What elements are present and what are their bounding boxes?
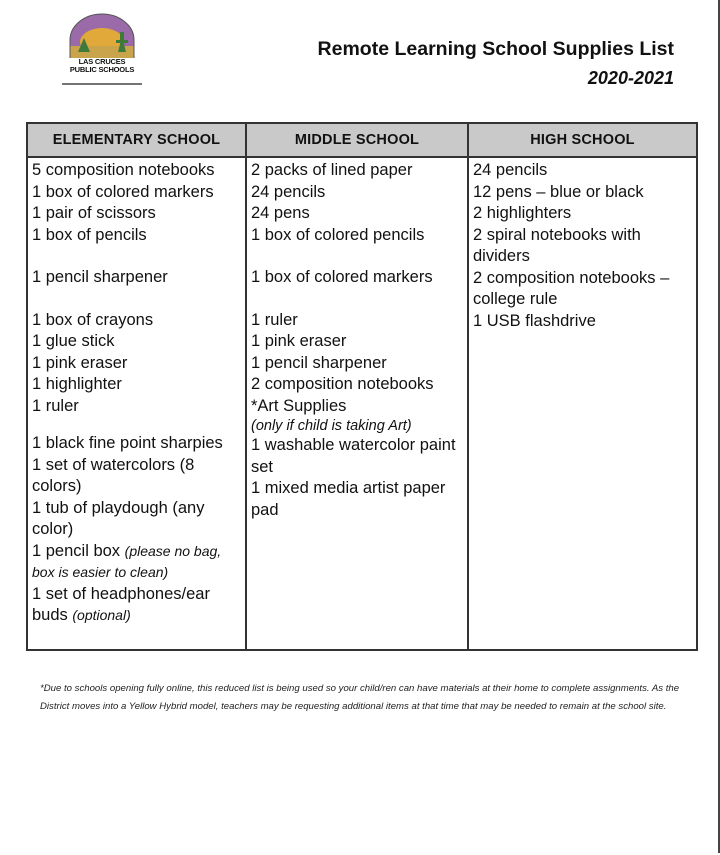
page-title: Remote Learning School Supplies List <box>317 38 674 60</box>
list-item: 2 highlighters <box>473 204 572 222</box>
list-item: 1 pink eraser <box>32 353 128 372</box>
list-item: *Art Supplies <box>251 396 347 415</box>
list-item <box>32 584 243 627</box>
list-item: 24 pens <box>251 204 310 222</box>
list-item: 24 pencils <box>473 161 548 179</box>
list-item: 2 packs of lined paper <box>251 161 413 179</box>
district-logo <box>58 8 146 88</box>
list-item: 1 pink eraser <box>251 332 347 350</box>
list-item: 1 pair of scissors <box>32 204 156 222</box>
headphones-label: 1 set of headphones/ear buds <box>32 584 210 624</box>
pencil-box-note: (please no bag, box is easier to clean) <box>32 542 222 580</box>
logo-line2: PUBLIC SCHOOLS <box>69 65 135 74</box>
list-item: 1 ruler <box>32 396 79 415</box>
list-item: 1 box of colored markers <box>32 182 214 201</box>
pencil-box-label: 1 pencil box <box>32 541 121 560</box>
list-item: 24 pencils <box>251 182 326 201</box>
high-list <box>468 157 697 650</box>
list-item: 1 box of colored markers <box>251 268 433 286</box>
logo-line1: LAS CRUCES <box>78 57 126 66</box>
art-note: (only if child is taking Art) <box>251 418 412 434</box>
list-item: 1 box of pencils <box>32 225 147 244</box>
list-item <box>32 541 243 584</box>
list-item: 2 composition notebooks <box>251 375 434 393</box>
list-item: 1 pencil sharpener <box>251 353 387 372</box>
school-year: 2020-2021 <box>587 68 674 88</box>
list-item: 1 set of watercolors (8 colors) <box>32 455 195 495</box>
list-item: 1 mixed media artist paper pad <box>251 479 446 519</box>
list-item: 2 spiral notebooks with dividers <box>473 225 641 265</box>
column-header-elementary: ELEMENTARY SCHOOL <box>27 123 246 157</box>
list-item: 2 composition notebooks – college rule <box>473 268 670 308</box>
list-item: 1 tub of playdough (any color) <box>32 498 205 538</box>
middle-list <box>246 157 468 650</box>
elementary-list <box>27 157 246 650</box>
list-item: 1 highlighter <box>32 375 122 393</box>
column-header-high: HIGH SCHOOL <box>468 123 697 157</box>
list-item: 1 ruler <box>251 310 298 329</box>
supplies-table <box>26 122 698 651</box>
column-header-middle: MIDDLE SCHOOL <box>246 123 468 157</box>
list-item: 1 pencil sharpener <box>32 268 168 286</box>
list-item: 5 composition notebooks <box>32 161 215 179</box>
list-item: 1 glue stick <box>32 332 115 350</box>
footnote: *Due to schools opening fully online, this reduced list is being used so your child/ren can have materials at their home to complete assignments. As the District moves into a Yellow Hybrid model, teachers may be requesting additional items at that time that may be needed to remain at the school site. <box>40 683 680 712</box>
list-item: 1 washable watercolor paint set <box>251 436 456 476</box>
headphones-note: (optional) <box>72 607 131 623</box>
list-item: 1 black fine point sharpies <box>32 434 223 452</box>
logo-text <box>56 58 148 74</box>
list-item: 12 pens – blue or black <box>473 182 644 201</box>
list-item: 1 box of colored pencils <box>251 225 425 244</box>
list-item: 1 USB flashdrive <box>473 311 596 330</box>
list-item: 1 box of crayons <box>32 310 154 329</box>
